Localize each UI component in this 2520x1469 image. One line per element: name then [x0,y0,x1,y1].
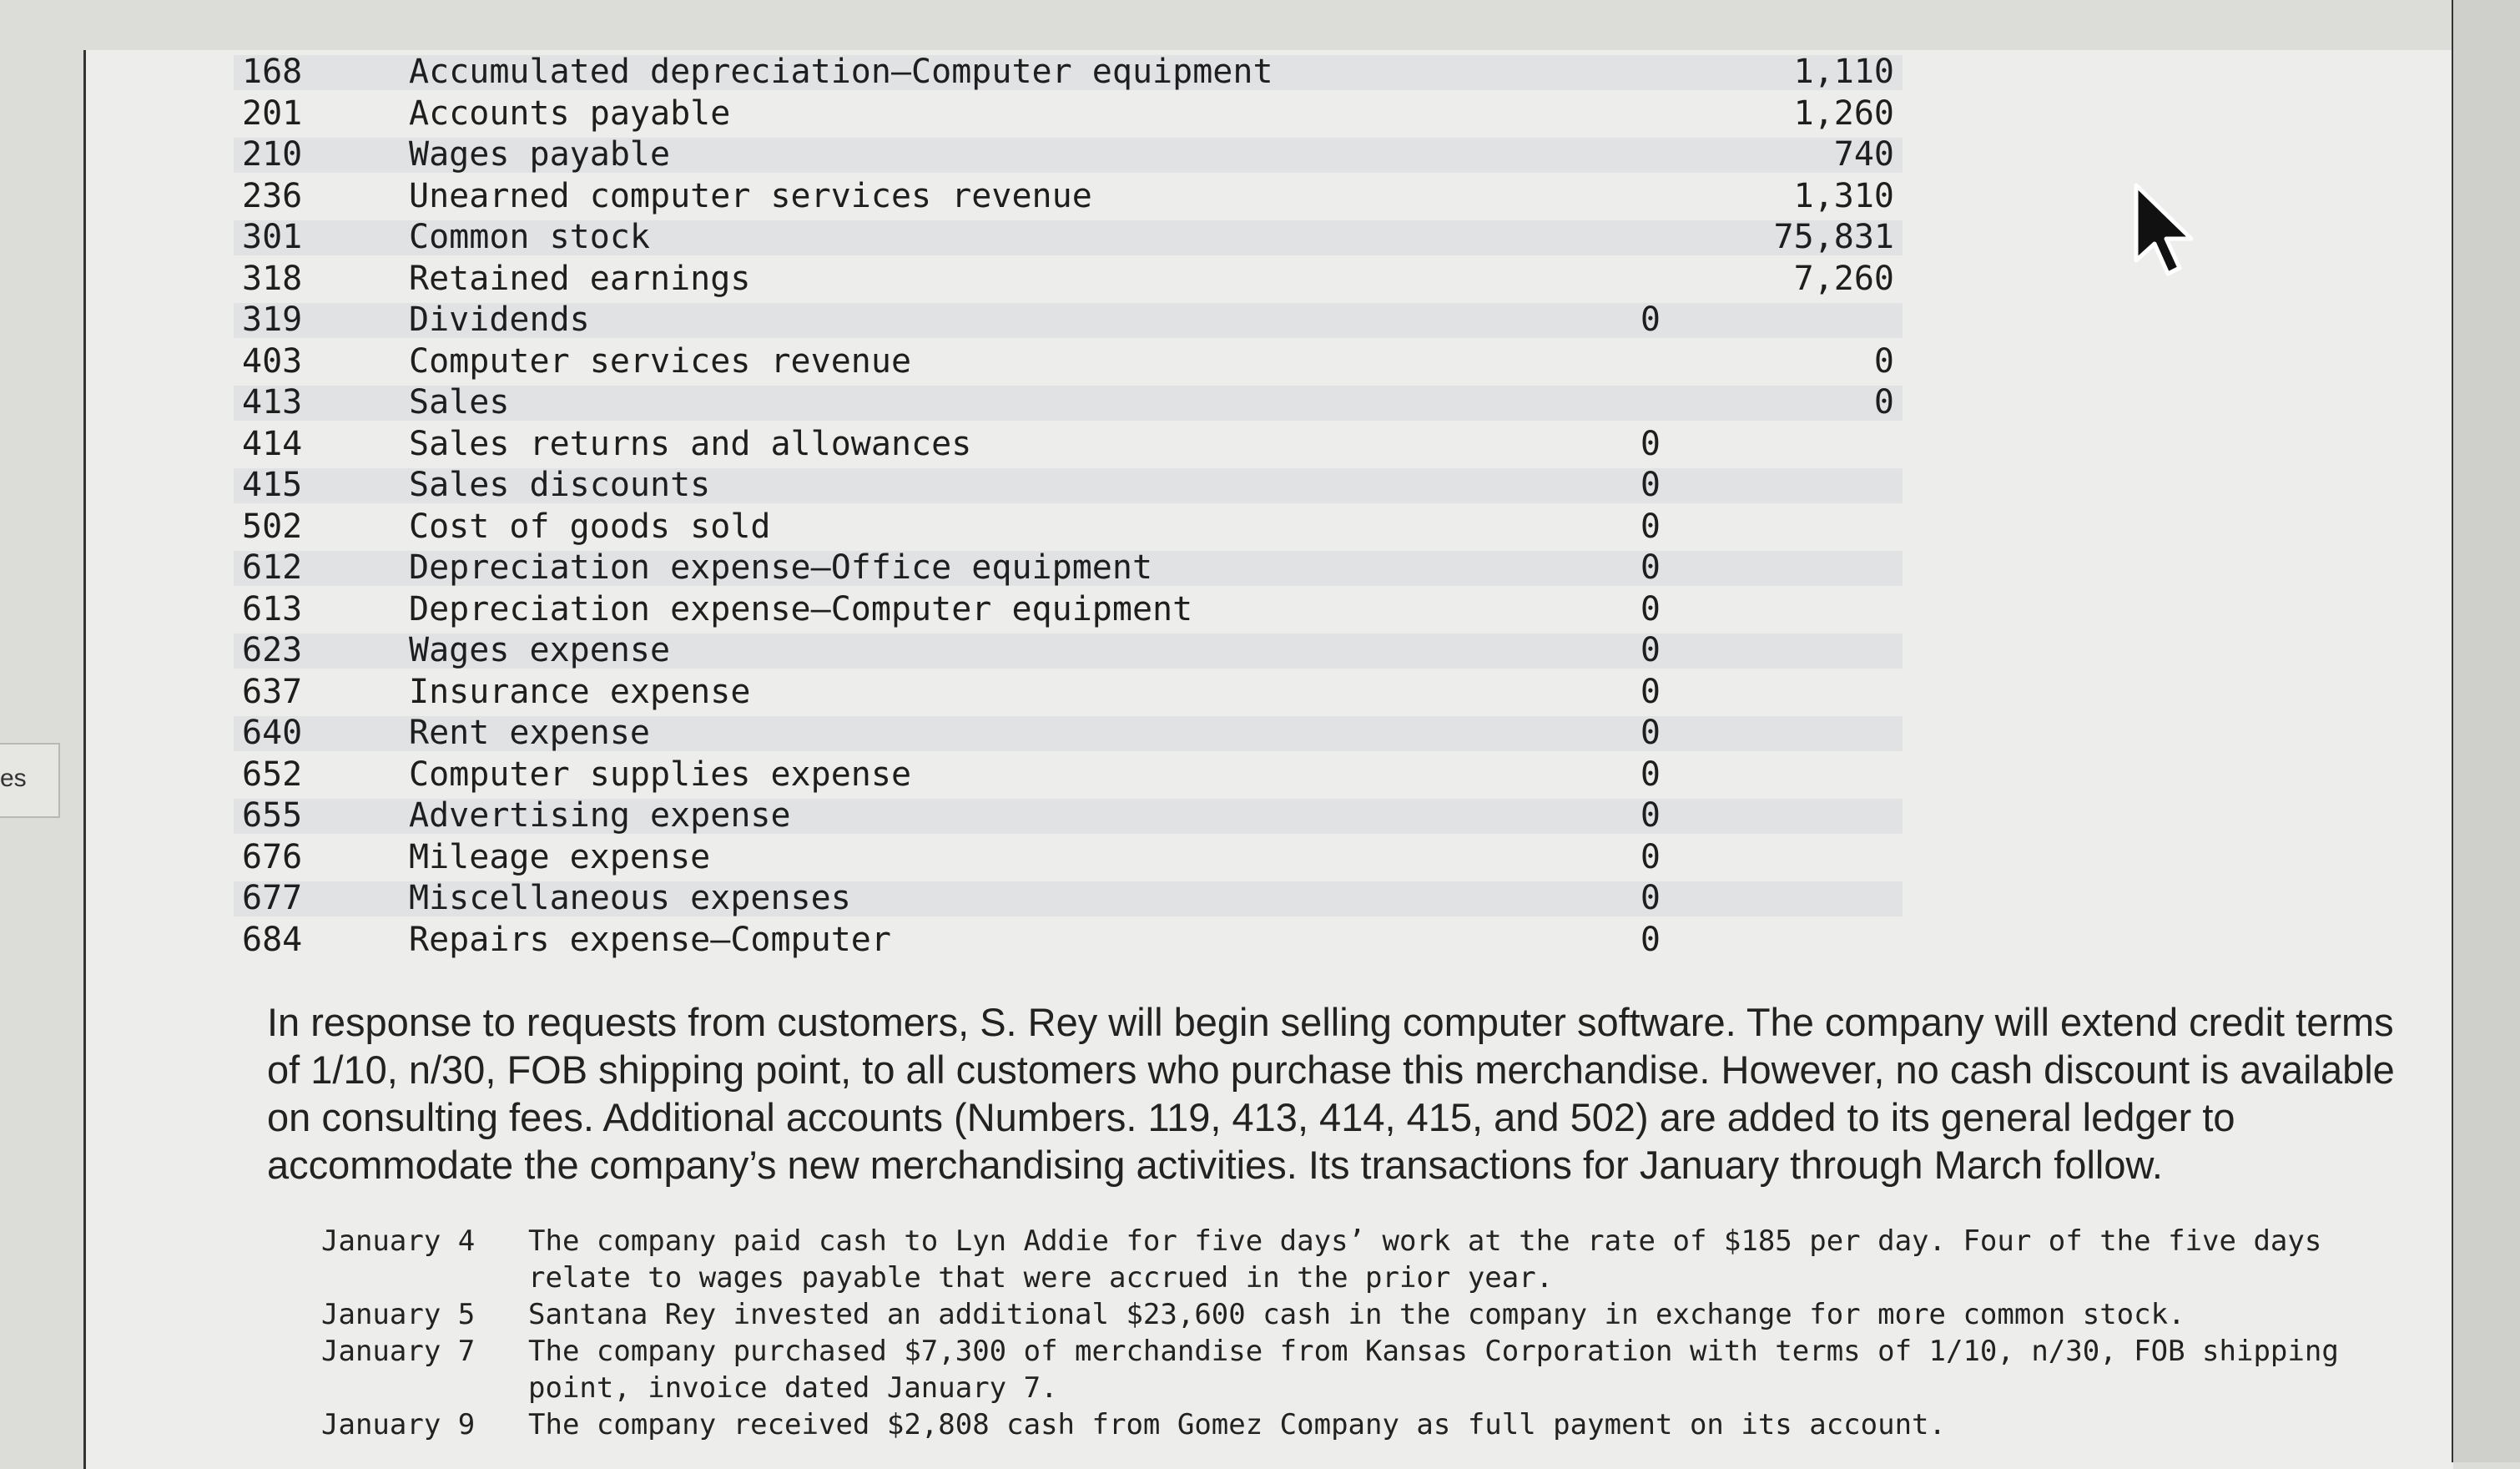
account-number: 613 [242,589,303,628]
account-number: 403 [242,341,303,381]
ledger-row [234,672,1903,714]
account-name: Computer supplies expense [409,755,912,794]
transaction-text: The company paid cash to Lyn Addie for five days’ work at the rate of $185 per day. Four of the five days relate to wages payable that were accrued in the prior year. [528,1224,2322,1295]
account-name: Cost of goods sold [409,507,771,546]
debit-balance: 0 [1640,796,1661,835]
debit-balance: 0 [1640,672,1661,711]
account-name: Repairs expense—Computer [409,920,891,959]
account-name: Dividends [409,300,590,339]
account-name: Advertising expense [409,796,791,835]
account-name: Common stock [409,218,650,256]
credit-balance: 1,310 [1793,176,1894,215]
ledger-row [234,176,1903,218]
account-name: Rent expense [409,714,650,752]
account-number: 236 [242,176,303,215]
account-number: 415 [242,466,303,504]
debit-balance: 0 [1640,300,1661,339]
chart-of-accounts-table [234,52,1903,961]
mouse-pointer-icon [2129,180,2205,280]
transaction-text: The company purchased $7,300 of merchandise from Kansas Corporation with terms of 1/10, n/30, FOB shipping point, invoice dated January 7. [528,1335,2339,1405]
sidebar-tab-label: es [0,765,27,792]
ledger-row [234,465,1903,507]
credit-balance: 1,110 [1793,53,1894,91]
debit-balance: 0 [1640,714,1661,752]
account-number: 640 [242,714,303,752]
ledger-row [234,134,1903,176]
intro-paragraph: In response to requests from customers, S. Rey will begin selling computer software. The company will extend credit terms of 1/10, n/30, FOB shipping point, to all customers who purchase this merchandise. However, no cash discount is available on consulting fees. Additional accounts (Numbers. 119, 413, 414, 415, and 502) are added to its general ledger to accommodate the company’s new merchandising activities. Its transactions for January through March follow. [267,1000,2395,1187]
debit-balance: 0 [1640,589,1661,628]
ledger-row [234,755,1903,796]
account-name: Computer services revenue [409,341,912,381]
account-number: 612 [242,548,303,587]
transaction-date: January 4 [321,1224,476,1258]
ledger-row [234,259,1903,300]
credit-balance: 0 [1873,341,1894,381]
debit-balance: 0 [1640,466,1661,504]
ledger-row [234,424,1903,466]
account-name: Depreciation expense—Computer equipment [409,589,1193,628]
transaction-item [321,1223,2391,1296]
credit-balance: 0 [1873,383,1894,422]
account-number: 684 [242,920,303,959]
debit-balance: 0 [1640,548,1661,587]
ledger-row [234,93,1903,135]
ledger-row [234,837,1903,879]
transaction-text: The company received $2,808 cash from Gomez Company as full payment on its account. [528,1408,1946,1441]
account-name: Accumulated depreciation—Computer equipment [409,53,1273,91]
credit-balance: 7,260 [1793,259,1894,298]
credit-balance: 1,260 [1793,93,1894,133]
account-number: 655 [242,796,303,835]
account-name: Wages expense [409,631,671,669]
debit-balance: 0 [1640,837,1661,876]
ledger-row [234,589,1903,631]
account-name: Sales returns and allowances [409,424,972,463]
account-number: 637 [242,672,303,711]
debit-balance: 0 [1640,631,1661,669]
ledger-row [234,507,1903,548]
account-number: 676 [242,837,303,876]
transaction-date: January 7 [321,1335,476,1368]
account-name: Miscellaneous expenses [409,879,851,917]
transaction-item [321,1406,2391,1443]
ledger-row [234,920,1903,962]
account-name: Mileage expense [409,837,711,876]
account-number: 414 [242,424,303,463]
debit-balance: 0 [1640,507,1661,546]
account-number: 652 [242,755,303,794]
ledger-row [234,382,1903,424]
account-number: 210 [242,135,303,174]
account-number: 168 [242,53,303,91]
account-name: Sales discounts [409,466,711,504]
account-number: 318 [242,259,303,298]
account-name: Retained earnings [409,259,751,298]
ledger-row [234,548,1903,589]
debit-balance: 0 [1640,879,1661,917]
ledger-row [234,795,1903,837]
transaction-item [321,1296,2391,1333]
account-name: Accounts payable [409,93,731,133]
transaction-date: January 5 [321,1298,476,1331]
debit-balance: 0 [1640,755,1661,794]
ledger-row [234,217,1903,259]
account-name: Wages payable [409,135,671,174]
ledger-row [234,878,1903,920]
account-name: Depreciation expense—Office equipment [409,548,1153,587]
debit-balance: 0 [1640,920,1661,959]
transactions-list [321,1223,2391,1443]
account-number: 301 [242,218,303,256]
account-number: 623 [242,631,303,669]
account-name: Unearned computer services revenue [409,176,1092,215]
ledger-row [234,341,1903,383]
ledger-row [234,630,1903,672]
account-name: Sales [409,383,510,422]
transaction-text: Santana Rey invested an additional $23,600 cash in the company in exchange for more common stock. [528,1298,2185,1331]
ledger-row [234,300,1903,341]
account-number: 677 [242,879,303,917]
sidebar-tab[interactable] [0,743,60,818]
account-number: 201 [242,93,303,133]
ledger-row [234,52,1903,93]
account-number: 413 [242,383,303,422]
account-name: Insurance expense [409,672,751,711]
debit-balance: 0 [1640,424,1661,463]
screen-edge [2452,0,2520,1462]
ledger-row [234,713,1903,755]
transaction-date: January 9 [321,1408,476,1441]
account-number: 502 [242,507,303,546]
account-number: 319 [242,300,303,339]
transaction-item [321,1333,2391,1406]
credit-balance: 740 [1833,135,1894,174]
credit-balance: 75,831 [1773,218,1894,256]
